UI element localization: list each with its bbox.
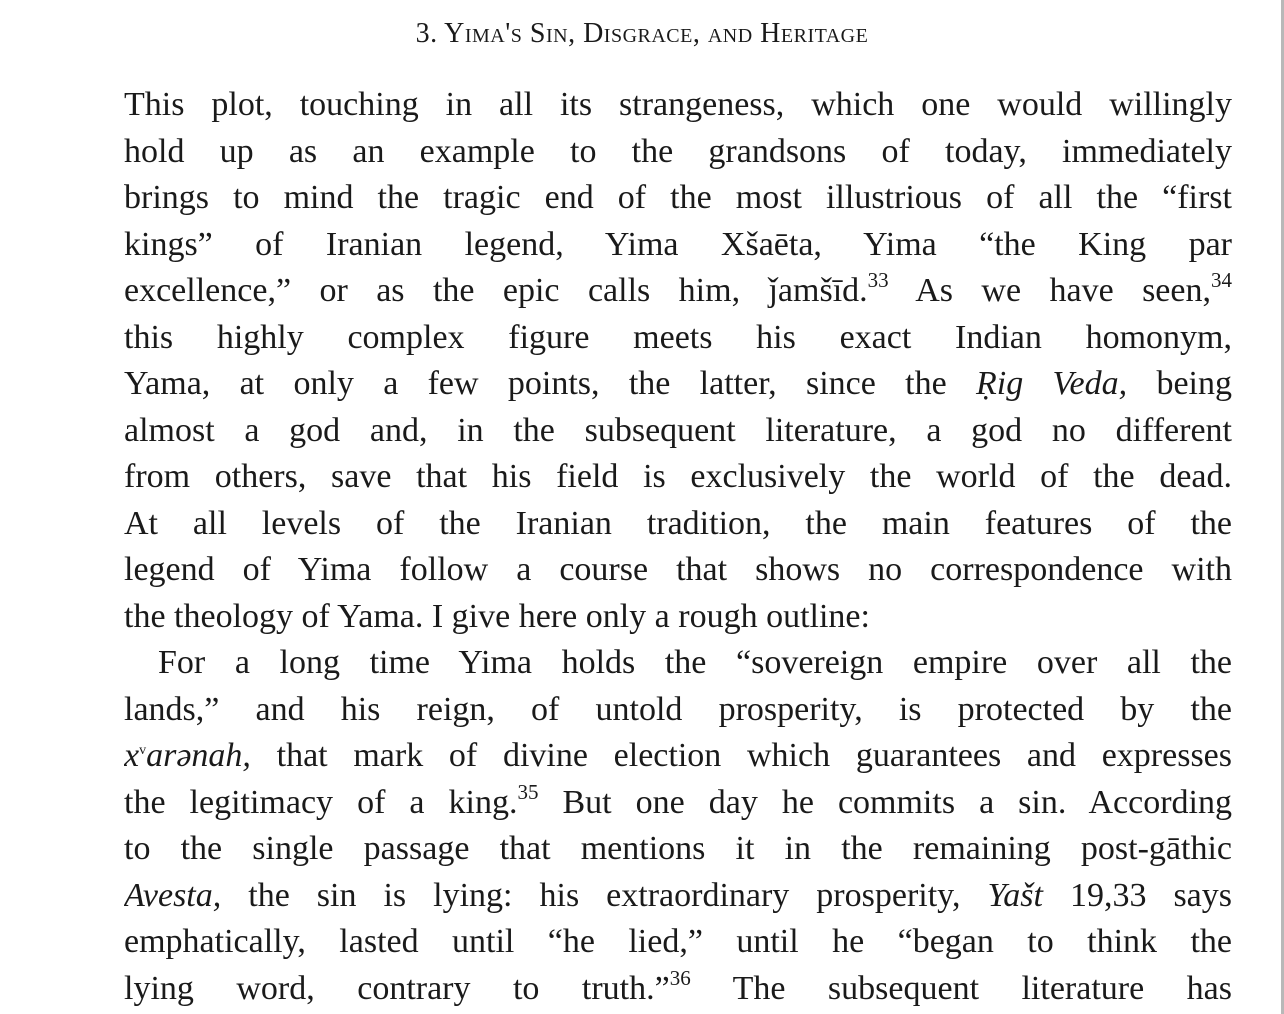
text-line: hold up as an example to the grandsons of today, immediately [124,132,1232,170]
italic-title: Avesta, [124,876,222,914]
text-segment: Yama, at only a few points, the latter, since the [124,365,977,402]
paragraph-2 [124,640,1232,1012]
superscript-v: v [139,743,147,758]
text-line: emphatically, lasted until “he lied,” until he “began to think the [124,923,1232,960]
text-line: this highly complex figure meets his exact Indian homonym, [124,318,1232,356]
text-line: to the single passage that mentions it in the remaining post-gāthic [124,830,1232,867]
footnote-ref-35: 35 [517,779,539,804]
italic-title: Yašt [987,876,1043,914]
text-line [124,966,1232,1013]
text-line: the theology of Yama. I give here only a rough outline: [124,597,870,635]
text-line: brings to mind the tragic end of the most illustrious of all the “first [124,179,1232,216]
text-line [124,268,1232,315]
text-segment: the legitimacy of a king. [124,783,518,821]
text-segment: 19,33 says [1042,876,1232,914]
italic-term: arənah, [146,737,251,774]
paragraph-1 [124,82,1232,640]
italic-title: Ṛig Veda, [976,365,1128,402]
text-segment: As we have seen, [888,272,1211,309]
text-line: from others, save that his field is exclusively the world of the dead. [124,458,1232,495]
text-line: lands,” and his reign, of untold prosperity, is protected by the [124,690,1232,728]
footnote-ref-34: 34 [1211,268,1232,292]
text-segment: the sin is lying: his extraordinary prosperity, [221,876,988,914]
text-line [124,780,1232,827]
text-line [124,361,1232,408]
text-line: For a long time Yima holds the “sovereign empire over all the [158,644,1232,681]
text-line [124,873,1232,920]
italic-term: x [124,737,140,774]
section-heading: 3. Yima's Sin, Disgrace, and Heritage [415,18,869,49]
footnote-ref-36: 36 [669,965,691,990]
text-line: This plot, touching in all its strangeness, which one would willingly [124,86,1232,123]
text-line: almost a god and, in the subsequent literature, a god no different [124,411,1232,449]
text-line: kings” of Iranian legend, Yima Xšaēta, Yima “the King par [124,225,1232,263]
body-text [124,82,1232,1012]
text-segment: that mark of divine election which guarantees and expresses [250,737,1232,774]
text-line [124,733,1232,780]
text-segment: excellence,” or as the epic calls him, ǰamšīd. [124,272,868,309]
text-segment: The subsequent literature has [690,969,1232,1007]
text-segment: But one day he commits a sin. According [538,783,1232,821]
text-segment: being [1127,365,1232,402]
footnote-ref-33: 33 [867,268,889,292]
text-line: legend of Yima follow a course that shows no correspondence with [124,551,1232,588]
text-segment: lying word, contrary to truth.” [124,969,670,1007]
text-line: At all levels of the Iranian tradition, the main features of the [124,504,1232,542]
